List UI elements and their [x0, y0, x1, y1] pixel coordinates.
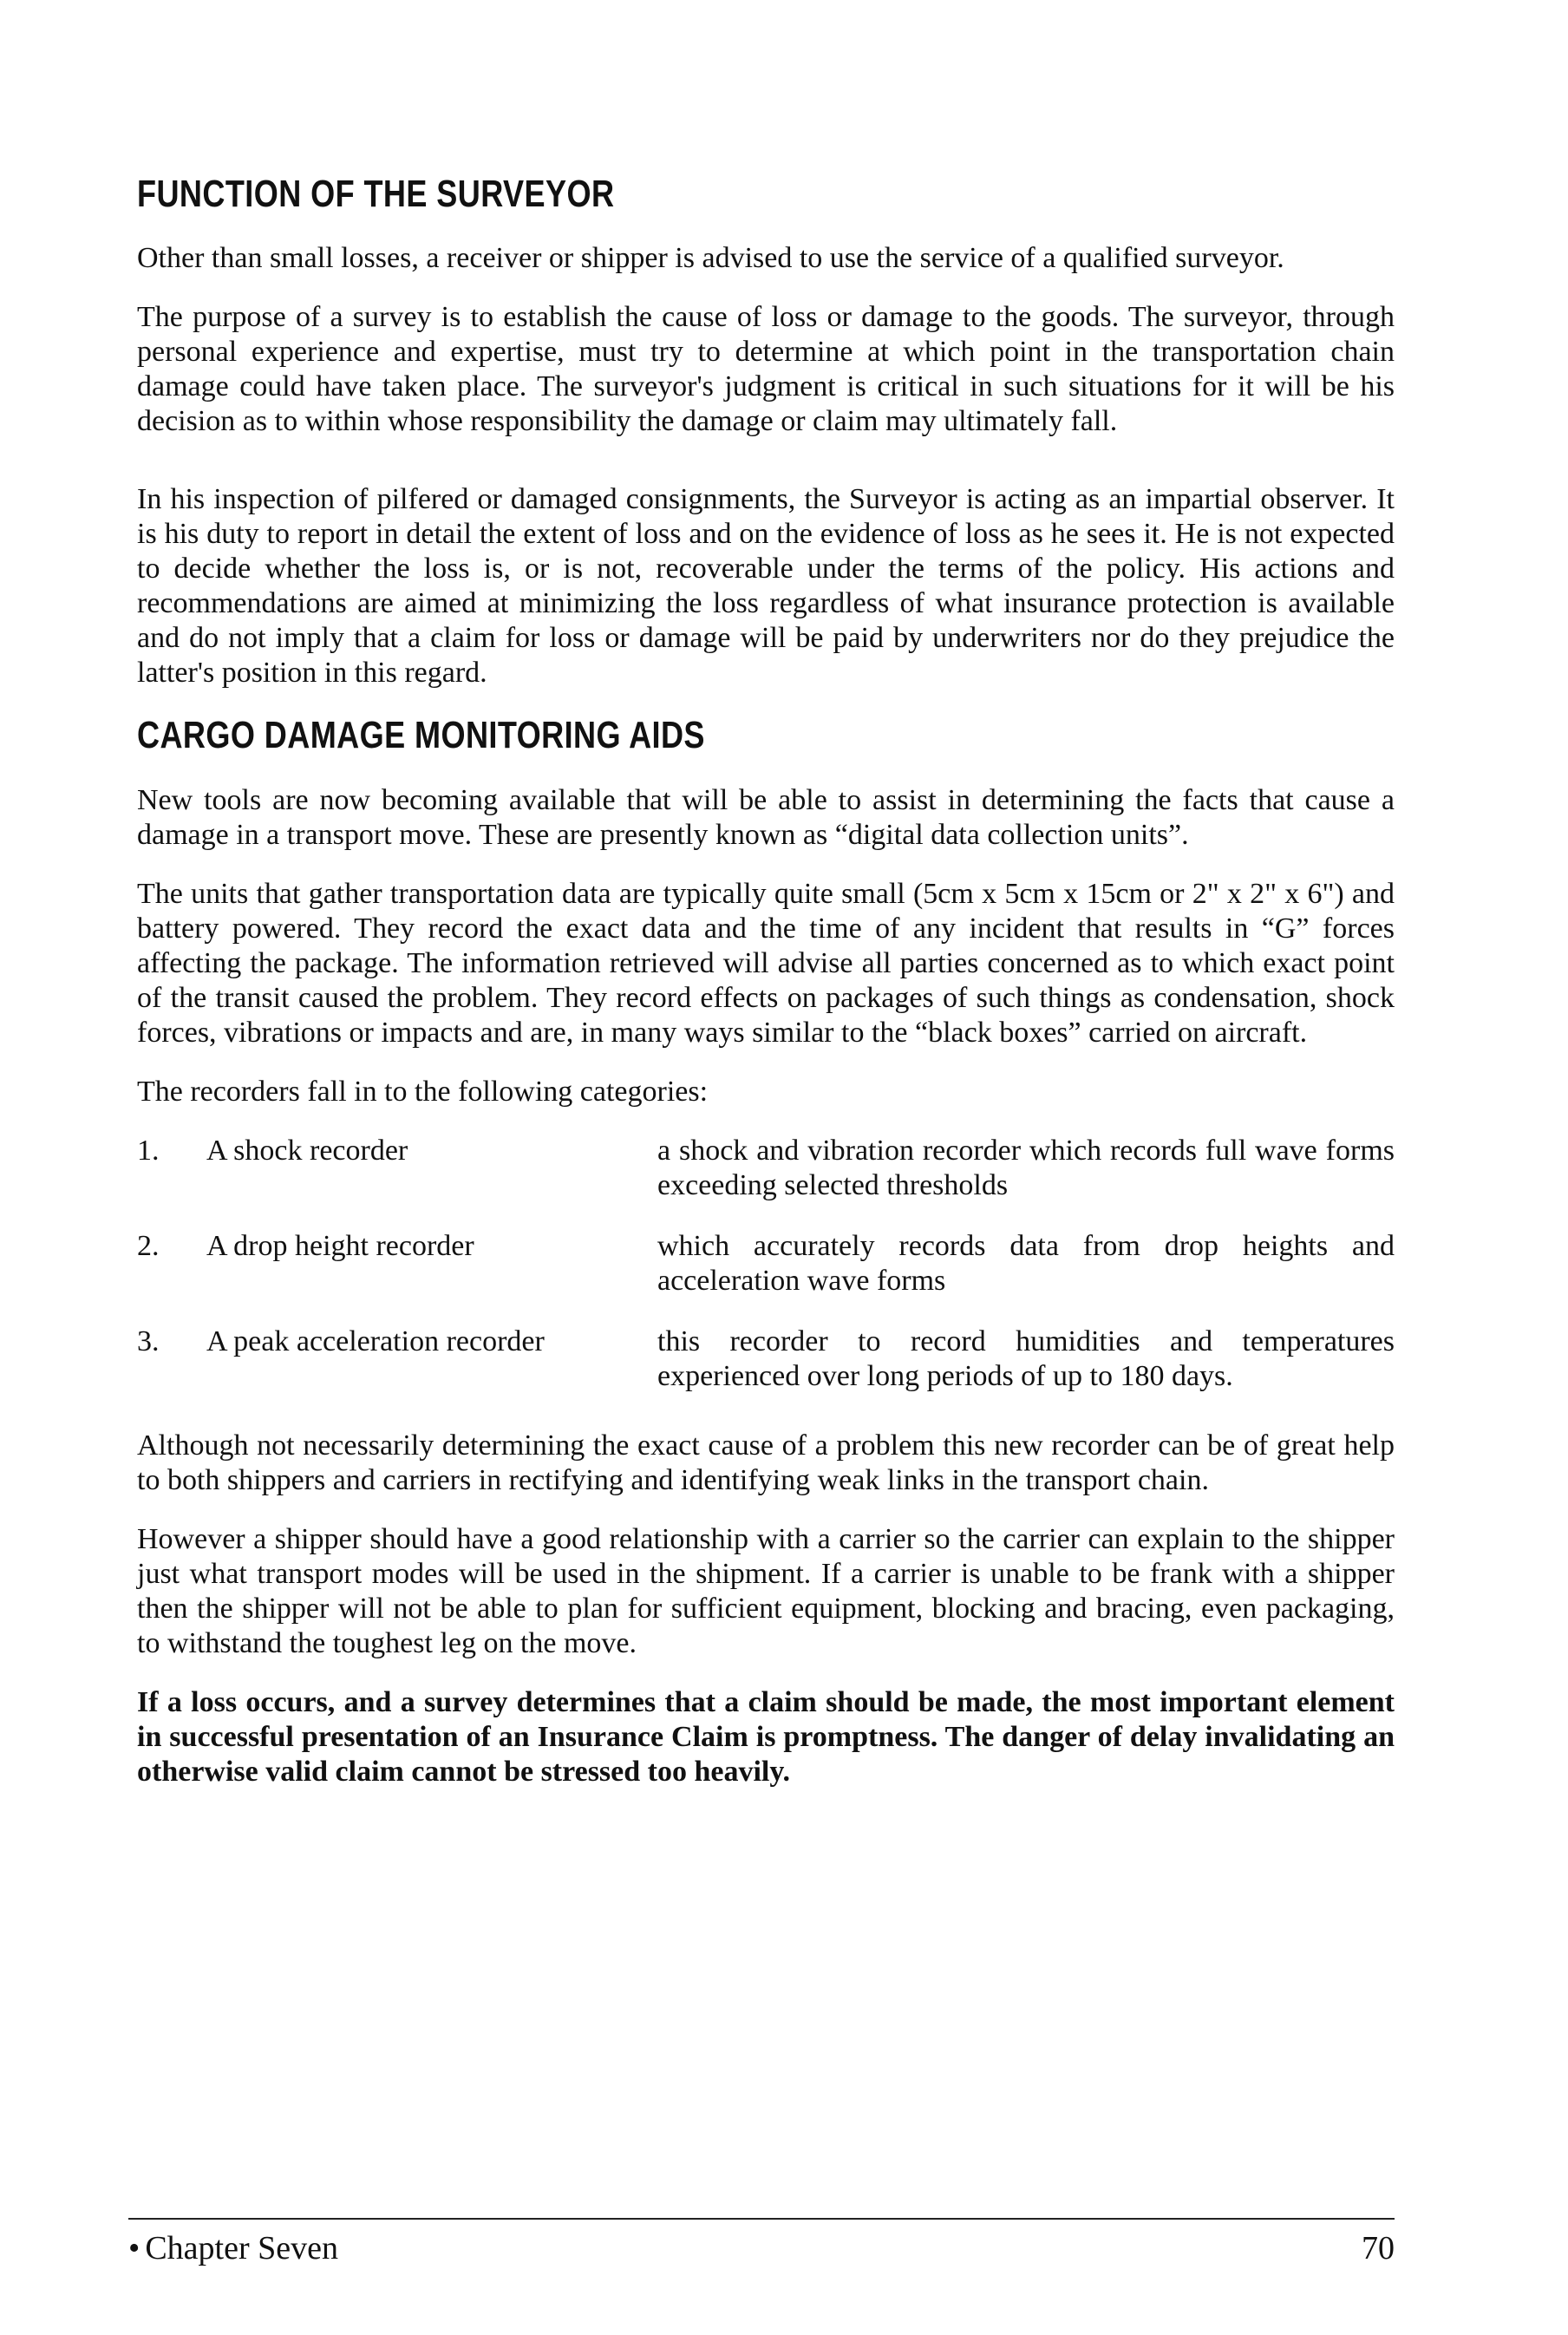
list-item-name: A drop height recorder: [206, 1229, 474, 1262]
list-item: [137, 1324, 1395, 1394]
list-item-description: a shock and vibration recorder which records full wave forms exceeding selected thresholds: [657, 1134, 1395, 1201]
list-item-number: 1.: [137, 1134, 160, 1167]
paragraph: The purpose of a survey is to establish the cause of loss or damage to the goods. The surveyor, through personal experience and expertise, must try to determine at which point in the transportation chain damage could have taken place. The surveyor's judgment is critical in such situations for it will be his decision as to within whose responsibility the damage or claim may ultimately fall.: [137, 301, 1395, 438]
footer-chapter-label: Chapter Seven: [145, 2230, 338, 2266]
list-item-number: 2.: [137, 1229, 160, 1262]
list-item-description: which accurately records data from drop heights and acceleration wave forms: [657, 1229, 1395, 1297]
footer-bullet-marker: •: [128, 2230, 140, 2266]
list-item-description: this recorder to record humidities and temperatures experienced over long periods of up to 180 days.: [657, 1324, 1395, 1392]
paragraph: The units that gather transportation data are typically quite small (5cm x 5cm x 15cm or 2" x 2" x 6") and battery powered. They record the exact data and the time of any incident that results in “G” forces affecting the package. The information retrieved will advise all parties concerned as to which exact point of the transit caused the problem. They record effects on packages of such things as condensation, shock forces, vibrations or impacts and are, in many ways similar to the “black boxes” carried on aircraft.: [137, 877, 1395, 1049]
list-item-number: 3.: [137, 1324, 160, 1357]
list-item: [137, 1134, 1395, 1203]
section-heading-cargo-damage-monitoring-aids: CARGO DAMAGE MONITORING AIDS: [137, 714, 705, 757]
footer-chapter: [128, 2229, 338, 2267]
paragraph: New tools are now becoming available that will be able to assist in determining the facts that cause a damage in a transport move. These are presently known as “digital data collection units”.: [137, 783, 1395, 851]
list-item: [137, 1229, 1395, 1298]
list-item-name: A peak acceleration recorder: [206, 1324, 545, 1357]
page-footer: [128, 2229, 1395, 2267]
section-heading-function-of-surveyor: FUNCTION OF THE SURVEYOR: [137, 173, 615, 215]
paragraph: In his inspection of pilfered or damaged consignments, the Surveyor is acting as an impartial observer. It is his duty to report in detail the extent of loss and on the evidence of loss as he sees it. He is not expected to decide whether the loss is, or is not, recoverable under the terms of the policy. His actions and recommendations are aimed at minimizing the loss regardless of what insurance protection is available and do not imply that a claim for loss or damage will be paid by underwriters nor do they prejudice the latter's position in this regard.: [137, 483, 1395, 690]
paragraph: However a shipper should have a good relationship with a carrier so the carrier can explain to the shipper just what transport modes will be used in the shipment. If a carrier is unable to be frank with a shipper then the shipper will not be able to plan for sufficient equipment, blocking and bracing, even packaging, to withstand the toughest leg on the move.: [137, 1522, 1395, 1659]
footer-rule: [128, 2218, 1395, 2220]
page-content: [137, 173, 1395, 1814]
paragraph: The recorders fall in to the following categories:: [137, 1075, 709, 1108]
list-item-name: A shock recorder: [206, 1134, 408, 1167]
recorder-categories-list: [137, 1134, 1395, 1394]
page-number: 70: [1362, 2230, 1395, 2266]
paragraph: Other than small losses, a receiver or shipper is advised to use the service of a qualified surveyor.: [137, 242, 1284, 275]
bold-paragraph-promptness: If a loss occurs, and a survey determines that a claim should be made, the most important element in successful presentation of an Insurance Claim is promptness. The danger of delay invalidating an otherwise valid claim cannot be stressed too heavily.: [137, 1685, 1395, 1788]
paragraph: Although not necessarily determining the exact cause of a problem this new recorder can be of great help to both shippers and carriers in rectifying and identifying weak links in the transport chain.: [137, 1429, 1395, 1496]
